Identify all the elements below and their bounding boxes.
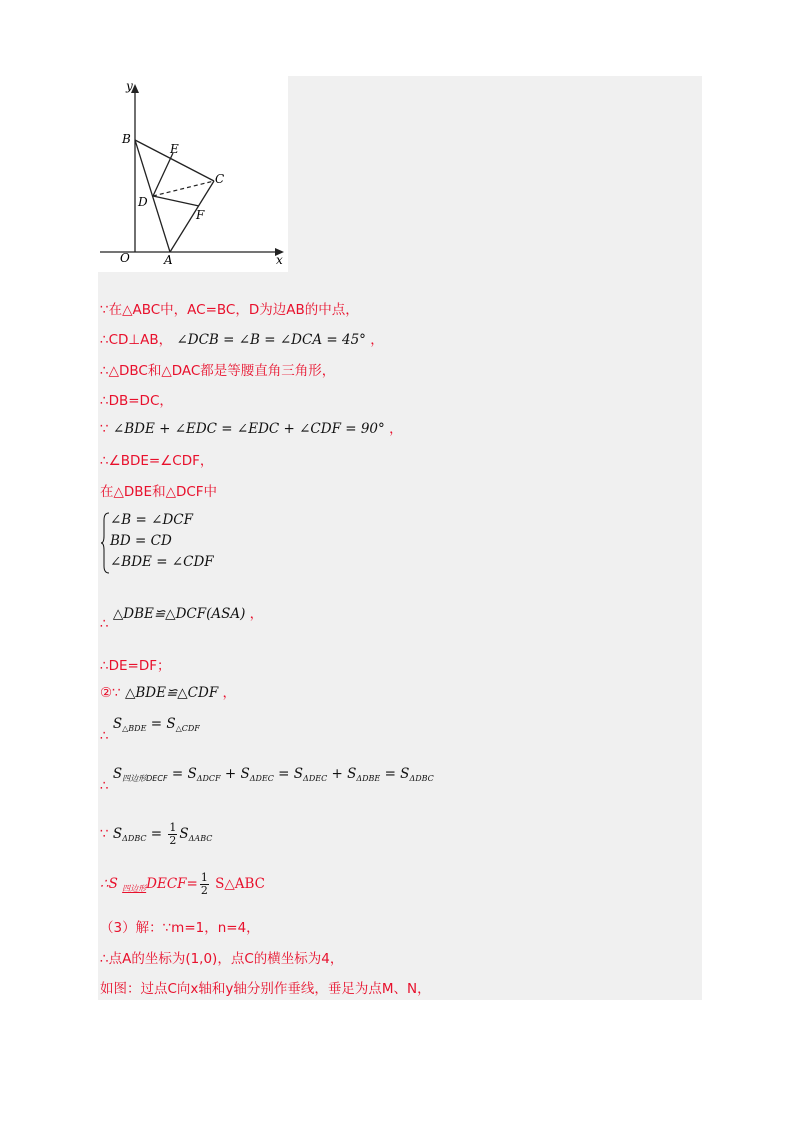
- subscript: ΔDBC: [122, 834, 147, 844]
- equals-s: = S: [146, 716, 176, 732]
- line-part3-solution: （3）解：∵m=1，n=4，: [100, 920, 260, 936]
- numerator: 1: [169, 821, 177, 834]
- line-quad-area: [100, 766, 434, 794]
- system-brace: [100, 512, 110, 574]
- system-row-2: BD = CD: [110, 533, 172, 549]
- label-D: D: [138, 195, 148, 209]
- because-symbol: ∵: [100, 826, 109, 843]
- subscript: 四边形DECF: [122, 774, 168, 783]
- fraction-half: [200, 872, 209, 897]
- equals-s: = S: [273, 766, 304, 782]
- formula-45-deg: ∠DCB = ∠B = ∠DCA = 45°: [176, 332, 366, 348]
- area-symbol: S: [112, 766, 123, 782]
- subscript: ΔDEC: [249, 774, 274, 783]
- label-C: C: [215, 172, 225, 186]
- line-in-triangles: 在△DBE和△DCF中: [100, 484, 218, 500]
- therefore-symbol: ∴: [100, 616, 109, 632]
- line-point-coordinates: ∴点A的坐标为(1,0)，点C的横坐标为4，: [100, 951, 344, 967]
- label-F: F: [196, 208, 205, 222]
- segment-DF: [153, 196, 199, 206]
- subscript: 四边形: [122, 884, 147, 894]
- coordinate-diagram: [98, 76, 288, 272]
- system-row-3: ∠BDE = ∠CDF: [110, 554, 214, 570]
- subscript: ΔABC: [188, 834, 213, 844]
- segment-DE: [153, 153, 173, 196]
- subscript: ΔDEC: [303, 774, 328, 783]
- line-half-area: [100, 822, 212, 847]
- subscript: ΔDCF: [196, 774, 221, 783]
- punct: ，: [389, 421, 403, 437]
- segment-CA: [170, 181, 214, 252]
- denominator: 2: [169, 834, 177, 848]
- segment-DC-dashed: [153, 181, 214, 196]
- quad-name: DECF=: [146, 876, 198, 893]
- system-row-1: ∠B = ∠DCF: [110, 512, 193, 528]
- equals-s: = S: [167, 766, 197, 782]
- triangle-area: S△ABC: [210, 876, 265, 893]
- label-B: B: [122, 132, 131, 146]
- therefore-s: ∴S: [100, 876, 123, 893]
- area-symbol: S: [179, 826, 189, 843]
- label-E: E: [170, 142, 179, 156]
- line-de-eq-df: ∴DE=DF；: [100, 658, 171, 674]
- label-O: O: [120, 251, 130, 265]
- plus-s: + S: [327, 766, 357, 782]
- label-y: y: [126, 79, 133, 93]
- line-part2-congruent: [100, 685, 236, 701]
- subscript: ΔDBE: [356, 774, 381, 783]
- therefore-symbol: ∴: [100, 728, 109, 744]
- label-x: x: [276, 253, 283, 267]
- punct: ，: [222, 685, 236, 701]
- part2-because: ②∵: [100, 685, 121, 701]
- denominator: 2: [200, 884, 208, 898]
- equals: =: [146, 826, 167, 843]
- formula-bde-cdf: △BDE≌△CDF: [125, 685, 219, 701]
- subscript: △CDF: [175, 724, 200, 733]
- geometry-figure: [98, 76, 288, 272]
- subscript: ΔDBC: [409, 774, 434, 783]
- equals-s: = S: [380, 766, 410, 782]
- therefore-symbol: ∴: [100, 778, 109, 794]
- line-cd-perp-ab: [100, 332, 384, 348]
- label-A: A: [164, 253, 173, 267]
- line-given: ∵在△ABC中，AC=BC，D为边AB的中点，: [100, 302, 359, 318]
- line-perpendicular-construct: 如图：过点C向x轴和y轴分别作垂线，垂足为点M、N，: [100, 981, 431, 997]
- plus-s: + S: [220, 766, 250, 782]
- area-symbol: S: [112, 826, 123, 843]
- line-angle-sum: [100, 421, 403, 437]
- text-cd-perp: ∴CD⊥AB，: [100, 332, 173, 348]
- line-area-equal: [100, 716, 200, 744]
- area-symbol: S: [112, 716, 123, 732]
- line-isosceles-right: ∴△DBC和△DAC都是等腰直角三角形，: [100, 363, 336, 379]
- fraction-half: [168, 822, 177, 847]
- formula-angle-sum: ∠BDE + ∠EDC = ∠EDC + ∠CDF = 90°: [112, 421, 385, 437]
- subscript: △BDE: [122, 724, 147, 733]
- line-db-eq-dc: ∴DB=DC，: [100, 393, 173, 409]
- line-angle-eq: ∴∠BDE=∠CDF，: [100, 453, 214, 469]
- because-symbol: ∵: [100, 421, 109, 437]
- formula-congruent: △DBE≌△DCF(ASA): [112, 606, 246, 622]
- numerator: 1: [200, 871, 208, 884]
- line-conclusion-area: [100, 872, 265, 897]
- punct: ，: [370, 332, 384, 348]
- punct: ，: [249, 606, 264, 622]
- line-congruent-asa: [100, 606, 264, 632]
